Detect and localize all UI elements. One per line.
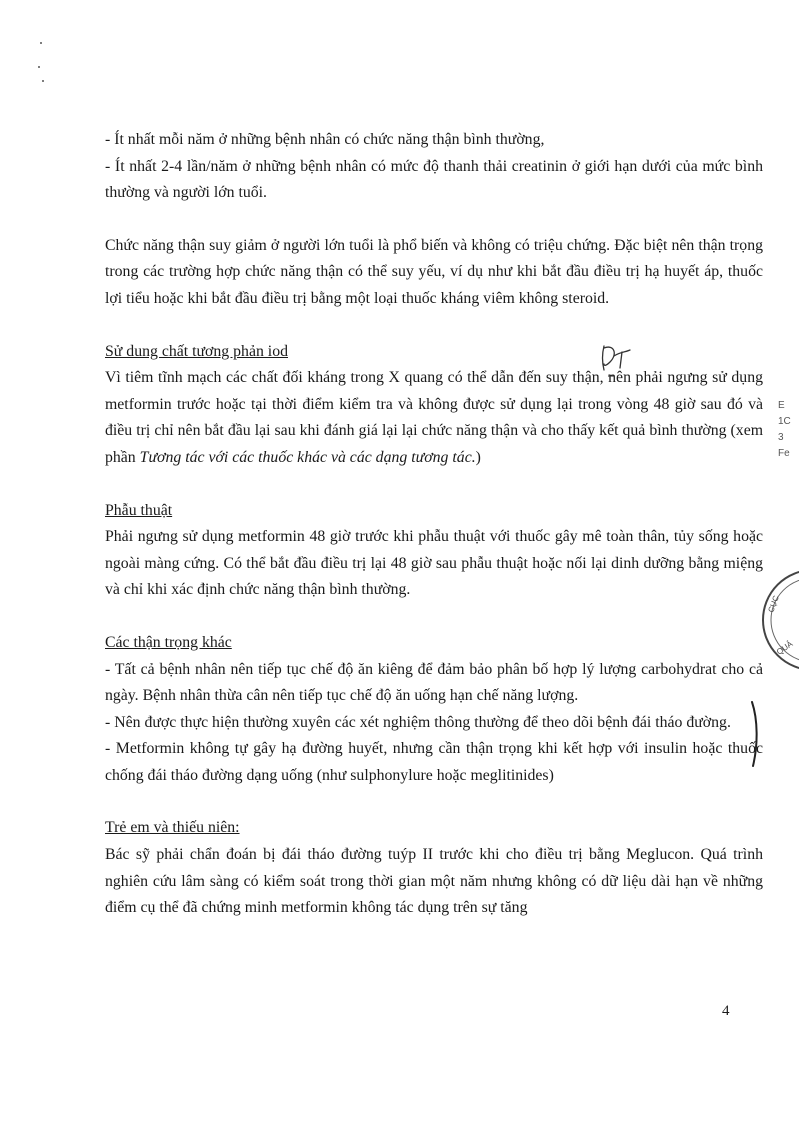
svg-text:QUẢ: QUẢ xyxy=(774,639,795,657)
heading-children: Trẻ em và thiếu niên: xyxy=(105,819,240,837)
svg-text:CỤC: CỤC xyxy=(766,594,781,614)
heading-iodine-contrast: Sử dung chất tương phản iod xyxy=(105,342,288,360)
precaution-item-3: - Metformin không tự gây hạ đường huyết, nhưng cần thận trọng khi kết hợp với insulin hoặc thuốc chống đái tháo đường dạng uống (như sulphonylure hoặc meglitinides) xyxy=(105,740,763,784)
precaution-item-1: - Tất cả bệnh nhân nên tiếp tục chế độ ăn kiêng để đảm bảo phân bố hợp lý lượng carbohydrat cho cả ngày. Bệnh nhân thừa cân nên tiếp tục chế độ ăn uống hạn chế năng lượng. xyxy=(105,660,763,705)
paragraph-surgery: Phải ngưng sử dụng metformin 48 giờ trước khi phẫu thuật với thuốc gây mê toàn thân, tủy sống hoặc ngoài màng cứng. Có thể bắt đầu điều trị lại 48 giờ sau phẫu thuật hoặc nối lại dinh dưỡng bằng miệng và chỉ khi xác định chức năng thận bình thường. xyxy=(105,528,763,599)
iodine-contrast-text: Vì tiêm tĩnh mạch các chất đối kháng trong X quang có thể dẫn đến suy thận, nên phải ngưng sử dụng metformin trước hoặc tại thời điểm kiểm tra và không được sử dụng lại trong vòng 48 giờ sau đó và điều trị chỉ nên bắt đầu lại sau khi đánh giá lại lại chức năng thận và cho thấy kết quả bình thường (xem phần xyxy=(105,369,763,466)
list-item-1: - Ít nhất mỗi năm ở những bệnh nhân có chức năng thận bình thường, xyxy=(105,131,545,148)
official-stamp-fragment xyxy=(755,565,799,675)
pen-mark xyxy=(748,700,762,770)
precaution-item-2: - Nên được thực hiện thường xuyên các xét nghiệm thông thường để theo dõi bệnh đái tháo đường. xyxy=(105,713,731,731)
scan-specks xyxy=(36,40,50,90)
heading-other-precautions: Các thận trọng khác xyxy=(105,633,232,651)
cross-reference: Tương tác với các thuốc khác và các dạng tương tác. xyxy=(139,448,476,466)
heading-surgery: Phẫu thuật xyxy=(105,501,173,519)
list-item-2: - Ít nhất 2-4 lần/năm ở những bệnh nhân có mức độ thanh thải creatinin ở giới hạn dưới của mức bình thường và người lớn tuổi. xyxy=(105,157,763,202)
paragraph-renal-function: Chức năng thận suy giảm ở người lớn tuổi là phổ biến và không có triệu chứng. Đặc biệt nên thận trọng trong các trường hợp chức năng thận có thể suy yếu, ví dụ như khi bắt đầu điều trị hạ huyết áp, thuốc lợi tiểu hoặc khi bắt đầu điều trị bằng một loại thuốc kháng viêm không steroid. xyxy=(105,236,763,307)
margin-text-fragment: E 1C 3 Fe xyxy=(778,400,791,459)
page-number: 4 xyxy=(722,1003,730,1019)
document-body xyxy=(105,127,763,922)
paragraph-children: Bác sỹ phải chẩn đoán bị đái tháo đường tuýp II trước khi cho điều trị bằng Meglucon. Quá trình nghiên cứu lâm sàng có kiểm soát trong thời gian một năm nhưng không có dữ liệu dài hạn về những điểm cụ thể đã chứng minh metformin không tác dụng trên sự tăng xyxy=(105,846,763,917)
closing-paren: ) xyxy=(475,448,481,466)
paragraph-iodine-contrast xyxy=(105,365,763,471)
handwritten-initials xyxy=(596,340,636,380)
